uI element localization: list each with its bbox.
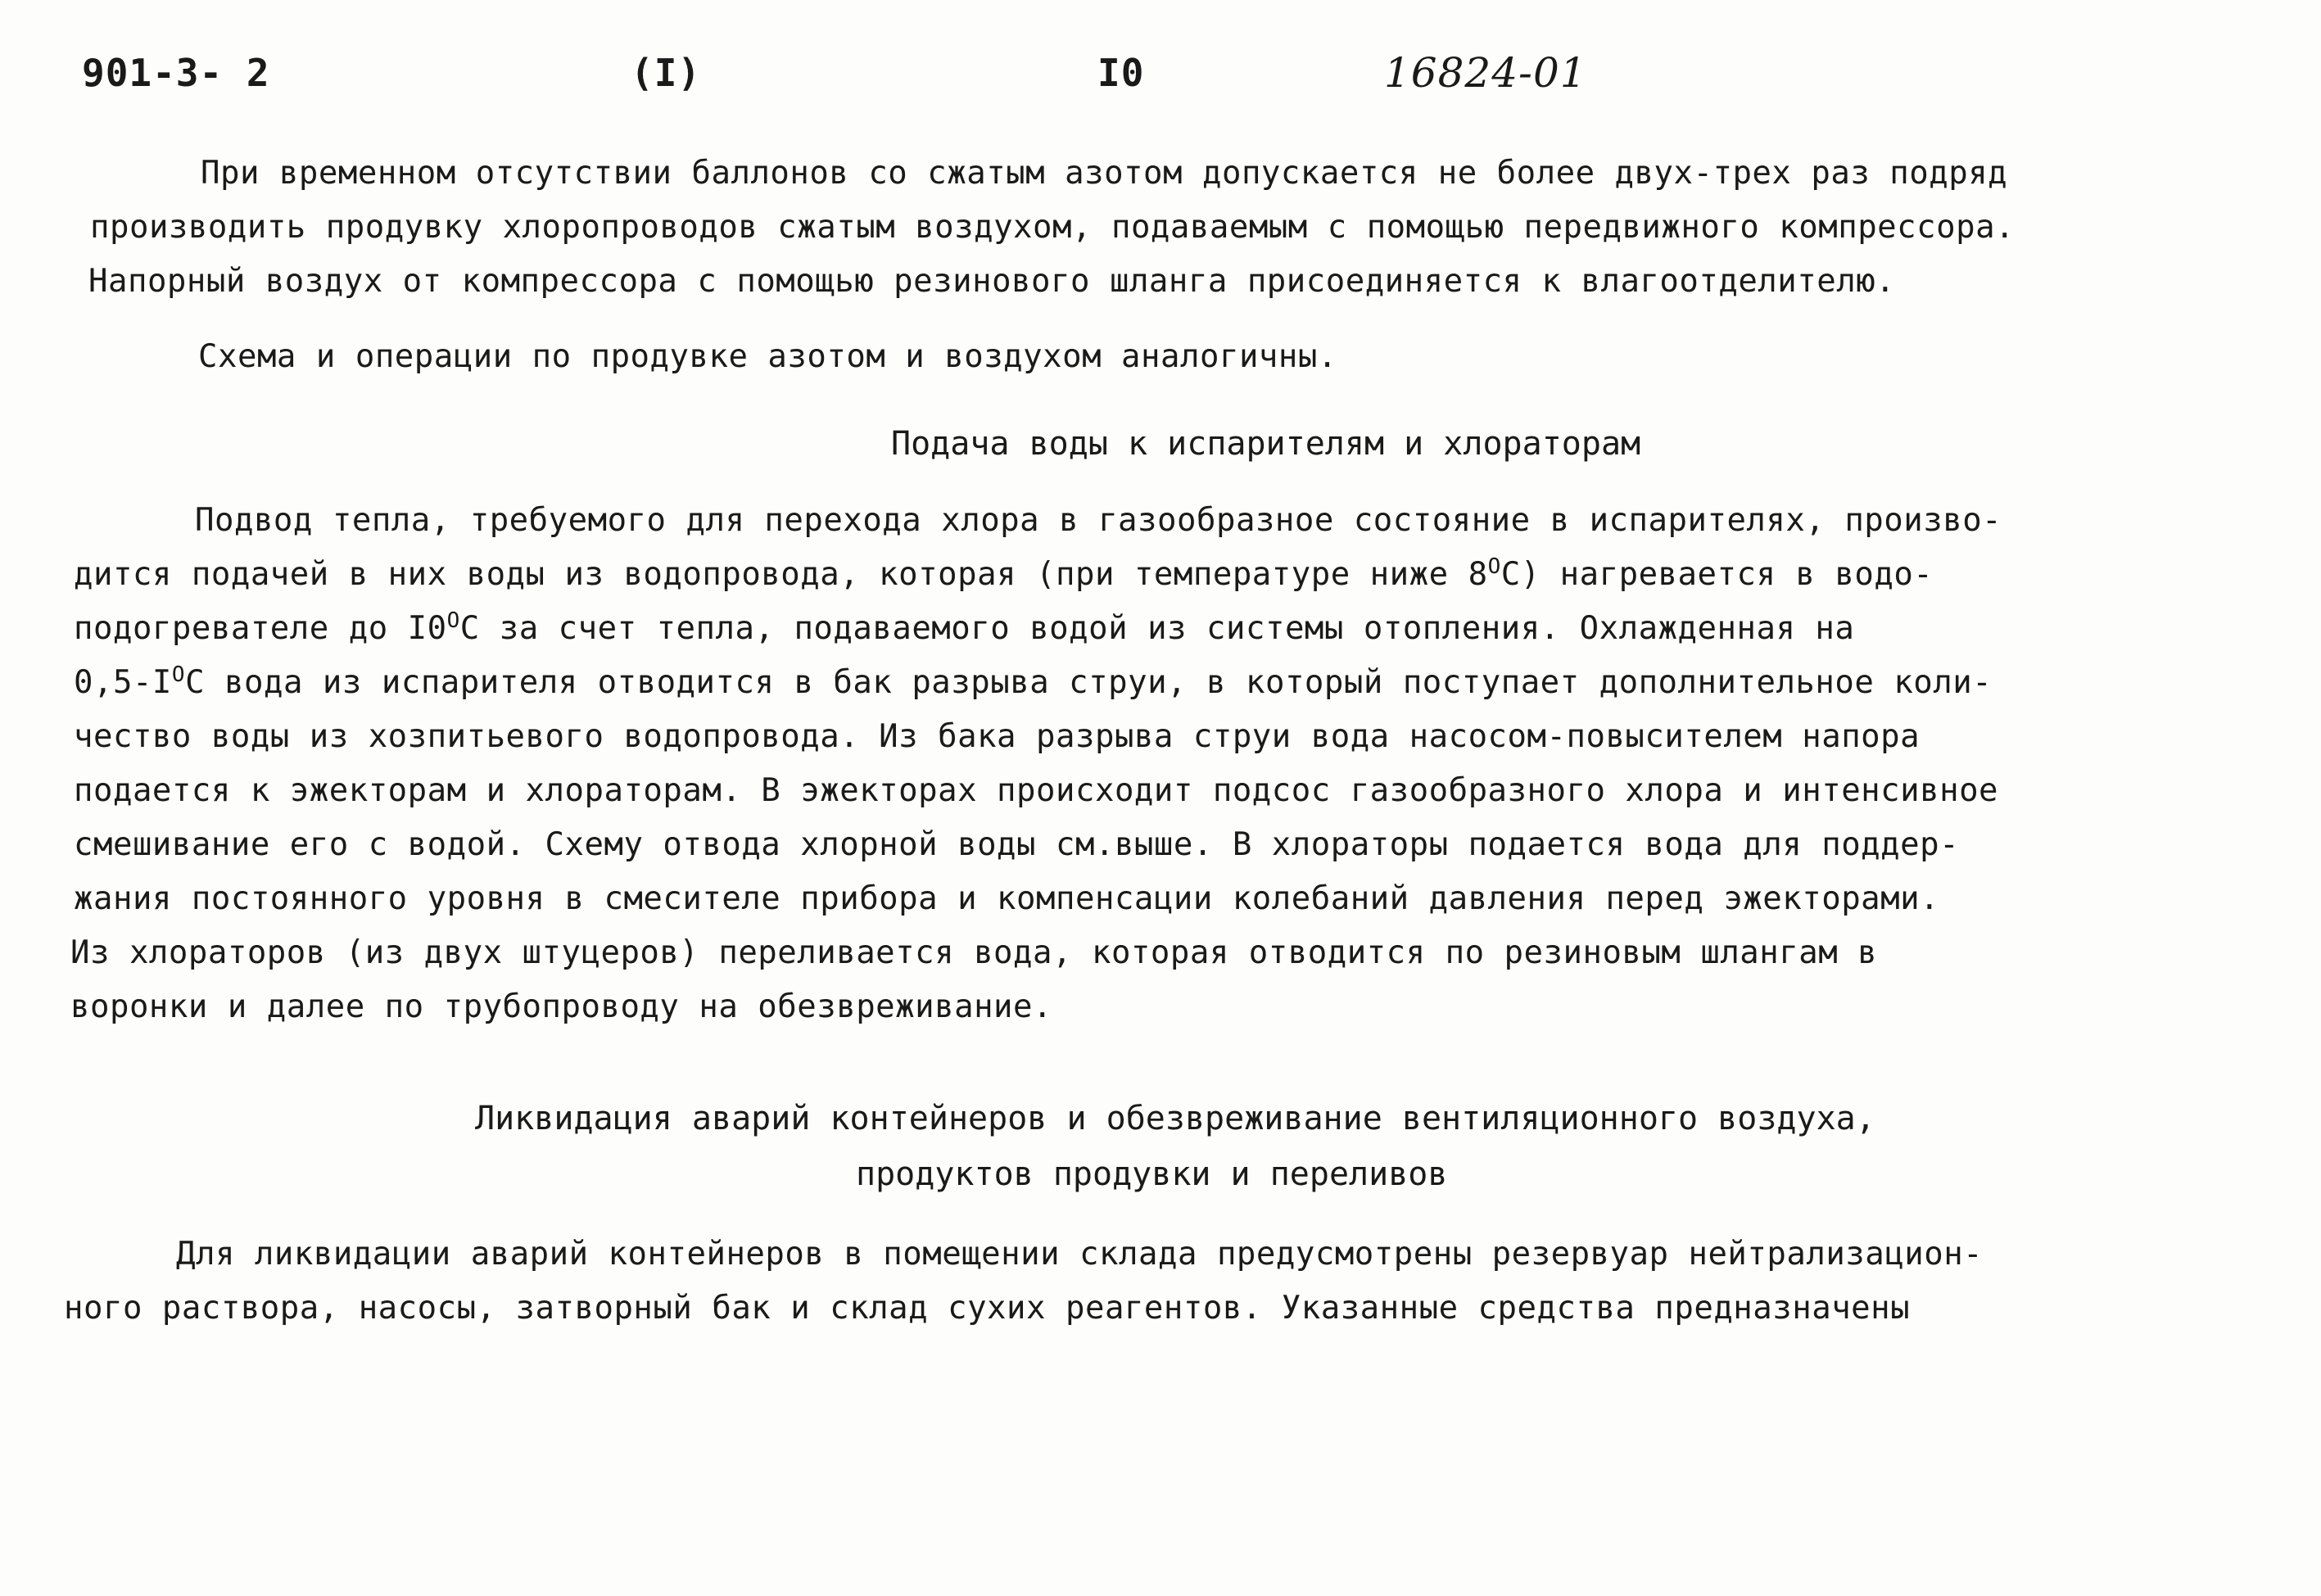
document-code: 901-3- 2 [82,51,270,95]
line-4-tail: C вода из испарителя отводится в бак разрыва струи, в который поступает дополнительное коли- [185,664,1993,701]
degree-mark: O [1487,554,1501,579]
handwritten-number: 16824-01 [1384,49,1587,97]
section-2-line-2: ного раствора, насосы, затворный бак и склад сухих реагентов. Указанные средства предназначены [64,1290,1911,1327]
paragraph-2: Схема и операции по продувке азотом и воздухом аналогичны. [198,338,1337,375]
section-1-title: Подача воды к испарителям и хлораторам [891,425,1641,463]
part-number: (I) [631,51,702,95]
section-1-line-1: Подвод тепла, требуемого для перехода хлора в газообразное состояние в испарителях, произво- [195,502,2002,539]
paragraph-1-line-1: При временном отсутствии баллонов со сжатым азотом допускается не более двух-трех раз подряд [201,155,2008,192]
paragraph-1-line-3: Напорный воздух от компрессора с помощью резинового шланга присоединяется к влагоотделителю. [88,263,1896,300]
line-2-text: дится подачей в них воды из водопровода, которая (при температуре ниже 8 [74,556,1488,593]
section-2-title-line-2: продуктов продувки и переливов [856,1155,1448,1193]
degree-mark: O [446,608,460,633]
section-1-line-10: воронки и далее по трубопроводу на обезвреживание. [70,988,1052,1025]
section-1-line-8: жания постоянного уровня в смесителе прибора и компенсации колебаний давления перед эжекторами. [74,880,1940,917]
section-1-line-5: чество воды из хозпитьевого водопровода. Из бака разрыва струи вода насосом-повысителем напора [74,718,1921,755]
line-3-text: подогревателе до I0 [74,610,447,647]
section-1-line-4 [74,662,1993,701]
section-2-title-line-1: Ликвидация аварий контейнеров и обезвреживание вентиляционного воздуха, [475,1100,1875,1137]
line-4-text: 0,5-I [74,664,172,701]
section-1-line-2 [74,554,1934,593]
section-1-line-7: смешивание его с водой. Схему отвода хлорной воды см.выше. В хлораторы подается вода для поддер- [74,826,1960,863]
degree-mark: O [171,662,186,687]
line-3-tail: C за счет тепла, подаваемого водой из системы отопления. Охлажденная на [459,610,1855,647]
section-1-line-3 [74,608,1855,647]
paragraph-1-line-2: производить продувку хлоропроводов сжатым воздухом, подаваемым с помощью передвижного компрессора. [90,209,2016,246]
line-2-tail: C) нагревается в водо- [1500,556,1934,593]
section-1-line-6: подается к эжекторам и хлораторам. В эжекторах происходит подсос газообразного хлора и интенсивное [74,772,1999,809]
section-2-line-1: Для ликвидации аварий контейнеров в помещении склада предусмотрены резервуар нейтрализацион- [176,1236,1984,1273]
page-number: I0 [1097,51,1145,95]
section-1-line-9: Из хлораторов (из двух штуцеров) переливается вода, которая отводится по резиновым шлангам в [70,934,1878,971]
